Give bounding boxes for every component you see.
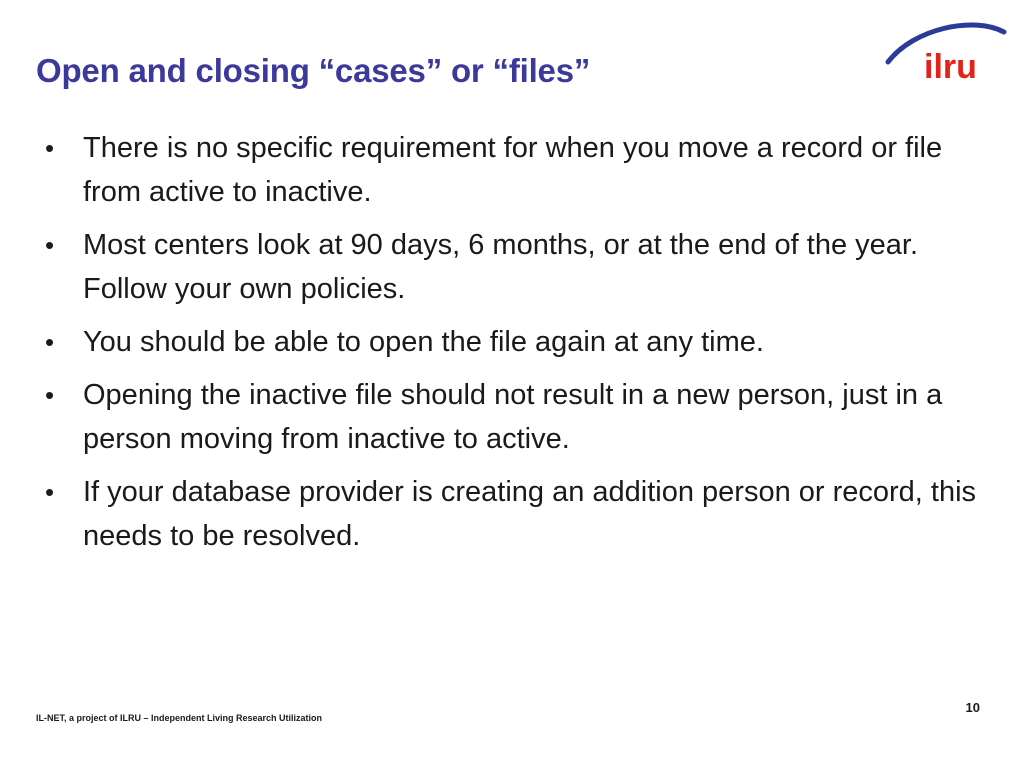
bullet-icon: • xyxy=(45,230,55,260)
logo-text: ilru xyxy=(924,48,977,84)
bullet-icon: • xyxy=(45,477,55,507)
footer-text: IL-NET, a project of ILRU – Independent Living Research Utilization xyxy=(36,713,323,723)
list-item xyxy=(40,470,990,558)
page-number: 10 xyxy=(965,700,980,715)
list-item xyxy=(40,126,990,214)
bullet-icon: • xyxy=(45,327,55,357)
bullet-text: There is no specific requirement for when you move a record or file from active to inactive. xyxy=(83,132,943,208)
slide-title: Open and closing “cases” or “files” xyxy=(36,52,591,89)
ilru-logo xyxy=(884,18,1008,84)
list-item xyxy=(40,320,990,364)
bullet-icon: • xyxy=(45,133,55,163)
bullet-text: You should be able to open the file again at any time. xyxy=(83,326,764,358)
bullet-list xyxy=(40,126,990,567)
bullet-text: Most centers look at 90 days, 6 months, or at the end of the year. Follow your own policies. xyxy=(83,229,919,305)
list-item xyxy=(40,223,990,311)
bullet-text: If your database provider is creating an addition person or record, this needs to be resolved. xyxy=(83,476,977,552)
bullet-icon: • xyxy=(45,380,55,410)
list-item xyxy=(40,373,990,461)
bullet-text: Opening the inactive file should not result in a new person, just in a person moving from inactive to active. xyxy=(83,379,943,455)
